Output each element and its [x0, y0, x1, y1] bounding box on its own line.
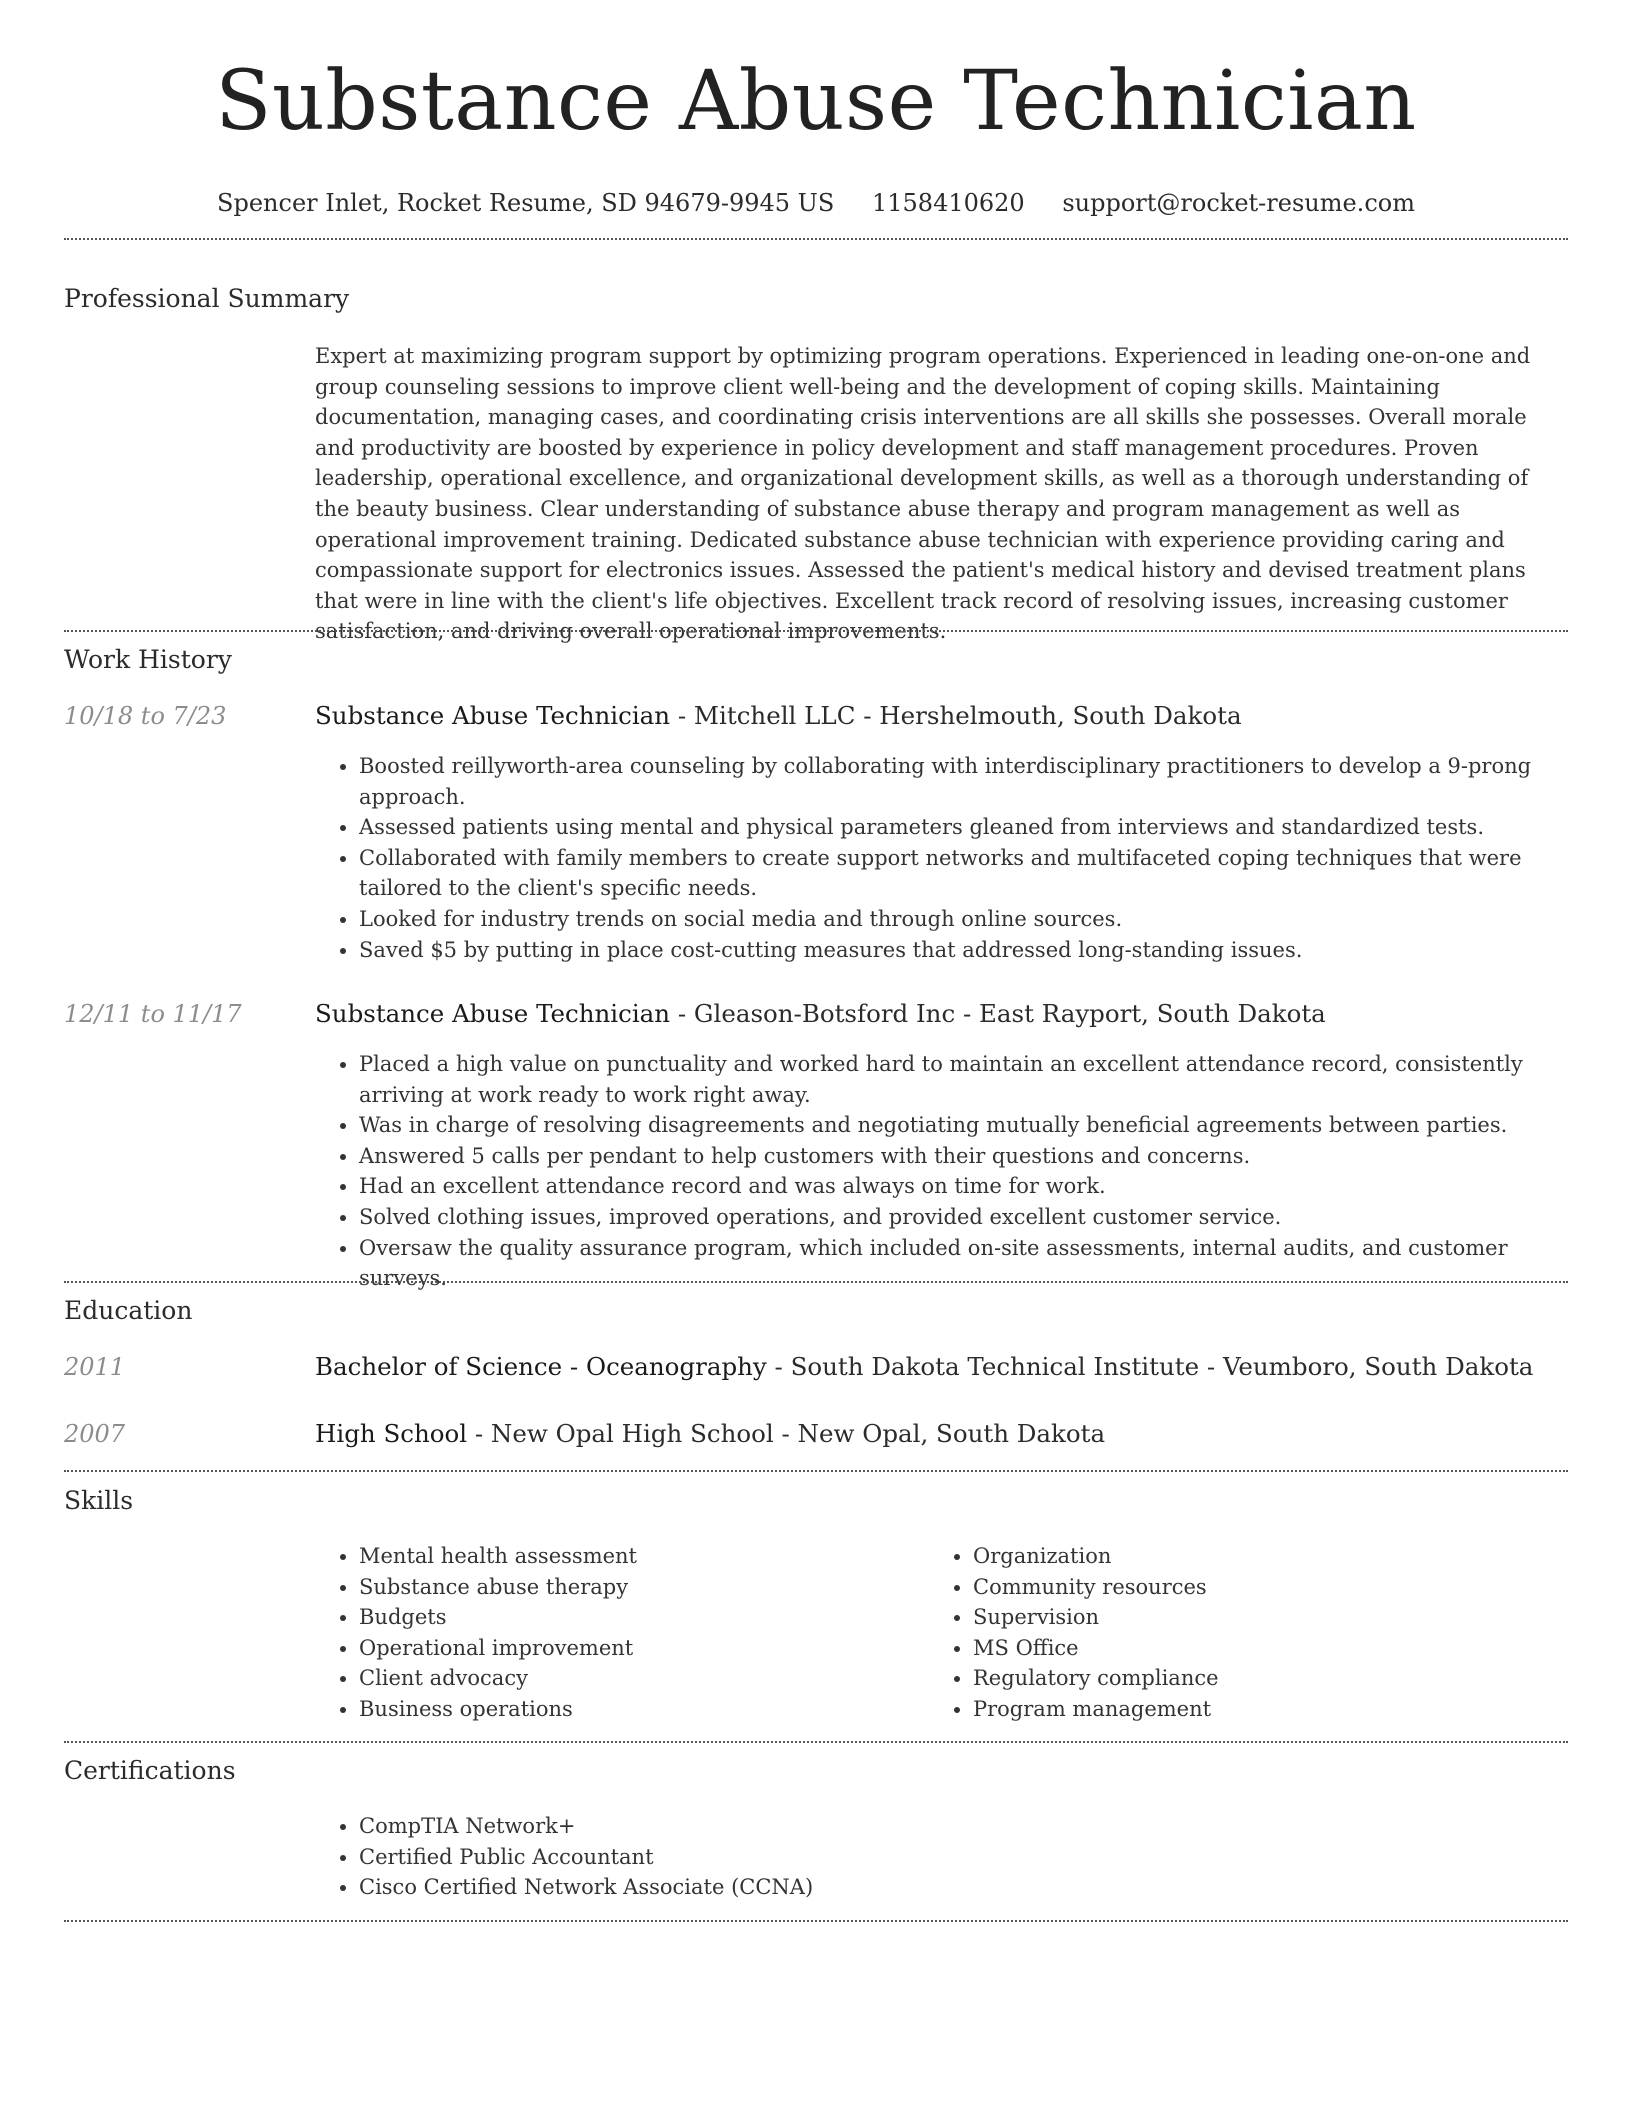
education-degree: High School — [315, 1419, 468, 1448]
job-role: Substance Abuse Technician — [315, 999, 671, 1028]
skill-item: • Mental health assessment — [359, 1541, 915, 1572]
job-employer: - Mitchell LLC - Hershelmouth, South Dakota — [670, 701, 1242, 730]
job-bullet: • Had an excellent attendance record and was always on time for work. — [359, 1171, 1565, 1202]
contact-line — [64, 188, 1568, 218]
education-heading: Education — [64, 1296, 193, 1325]
job-bullet-list — [315, 751, 1565, 965]
job-dates: 12/11 to 11/17 — [64, 1000, 242, 1028]
education-line — [315, 1352, 1533, 1382]
education-line — [315, 1419, 1105, 1449]
job-bullet: • Assessed patients using mental and physical parameters gleaned from interviews and standardized tests. — [359, 812, 1565, 843]
job-bullet: • Solved clothing issues, improved operations, and provided excellent customer service. — [359, 1202, 1565, 1233]
job-role: Substance Abuse Technician — [315, 701, 671, 730]
job-employer: - Gleason-Botsford Inc - East Rayport, South Dakota — [670, 999, 1326, 1028]
summary-heading: Professional Summary — [64, 284, 350, 313]
contact-address: Spencer Inlet, Rocket Resume, SD 94679-9945 US — [217, 189, 835, 217]
skill-item: • Operational improvement — [359, 1633, 915, 1664]
work-history-heading: Work History — [64, 645, 232, 674]
summary-text: Expert at maximizing program support by optimizing program operations. Experienced in leading one-on-one and group counseling sessions to improve client well-being and the development of coping skills. Maintaining documentation, managing cases, and coordinating crisis interventions are all skills she possesses. Overall morale and productivity are boosted by experience in policy development and staff management procedures. Proven leadership, operational excellence, and organizational development skills, as well as a thorough understanding of the beauty business. Clear understanding of substance abuse therapy and program management as well as operational improvement training. Dedicated substance abuse technician with experience providing caring and compassionate support for electronics issues. Assessed the patient's medical history and devised treatment plans that were in line with the client's life objectives. Excellent track record of resolving issues, increasing customer satisfaction, and driving overall operational improvements. — [315, 344, 1531, 644]
job-title-line — [315, 701, 1242, 731]
skill-item: • Regulatory compliance — [973, 1663, 1529, 1694]
job-title-line — [315, 999, 1326, 1029]
skill-item: • MS Office — [973, 1633, 1529, 1664]
education-school: - New Opal High School - New Opal, South Dakota — [467, 1419, 1106, 1448]
skill-item: • Organization — [973, 1541, 1529, 1572]
job-bullet: • Oversaw the quality assurance program, which included on-site assessments, internal audits, and customer surveys. — [359, 1233, 1565, 1294]
certifications-list — [315, 1811, 1565, 1903]
skills-list-right — [929, 1541, 1529, 1725]
certification-item: • CompTIA Network+ — [359, 1811, 1565, 1842]
section-divider — [64, 1920, 1568, 1922]
skills-list-left — [315, 1541, 915, 1725]
skill-item: • Business operations — [359, 1694, 915, 1725]
section-divider — [64, 1281, 1568, 1283]
skill-item: • Program management — [973, 1694, 1529, 1725]
skills-heading: Skills — [64, 1486, 134, 1515]
candidate-name: Substance Abuse Technician — [215, 54, 1417, 149]
skill-item: • Budgets — [359, 1602, 915, 1633]
education-school: - South Dakota Technical Institute - Veumboro, South Dakota — [766, 1352, 1534, 1381]
section-divider — [64, 1741, 1568, 1743]
education-year: 2007 — [64, 1420, 126, 1448]
certification-item: • Cisco Certified Network Associate (CCNA) — [359, 1872, 1565, 1903]
section-divider — [64, 630, 1568, 632]
job-bullet: • Collaborated with family members to create support networks and multifaceted coping techniques that were tailored to the client's specific needs. — [359, 843, 1565, 904]
job-bullet: • Boosted reillyworth-area counseling by collaborating with interdisciplinary practitioners to develop a 9-prong approach. — [359, 751, 1565, 812]
certification-item: • Certified Public Accountant — [359, 1842, 1565, 1873]
job-bullet: • Placed a high value on punctuality and worked hard to maintain an excellent attendance record, consistently arriving at work ready to work right away. — [359, 1049, 1565, 1110]
resume-header — [64, 52, 1568, 218]
contact-phone: 1158410620 — [872, 189, 1025, 217]
skill-item: • Substance abuse therapy — [359, 1572, 915, 1603]
job-dates: 10/18 to 7/23 — [64, 702, 227, 730]
section-divider — [64, 1470, 1568, 1472]
certifications-heading: Certifications — [64, 1756, 236, 1785]
job-bullet: • Saved $5 by putting in place cost-cutting measures that addressed long-standing issues. — [359, 935, 1565, 966]
job-bullet: • Was in charge of resolving disagreements and negotiating mutually beneficial agreements between parties. — [359, 1110, 1565, 1141]
section-divider — [64, 238, 1568, 240]
skill-item: • Supervision — [973, 1602, 1529, 1633]
education-year: 2011 — [64, 1353, 126, 1381]
job-bullet: • Answered 5 calls per pendant to help customers with their questions and concerns. — [359, 1141, 1565, 1172]
education-degree: Bachelor of Science - Oceanography — [315, 1352, 767, 1381]
job-bullet: • Looked for industry trends on social media and through online sources. — [359, 904, 1565, 935]
skill-item: • Client advocacy — [359, 1663, 915, 1694]
job-bullet-list — [315, 1049, 1565, 1294]
skill-item: • Community resources — [973, 1572, 1529, 1603]
contact-email: support@rocket-resume.com — [1062, 189, 1415, 217]
